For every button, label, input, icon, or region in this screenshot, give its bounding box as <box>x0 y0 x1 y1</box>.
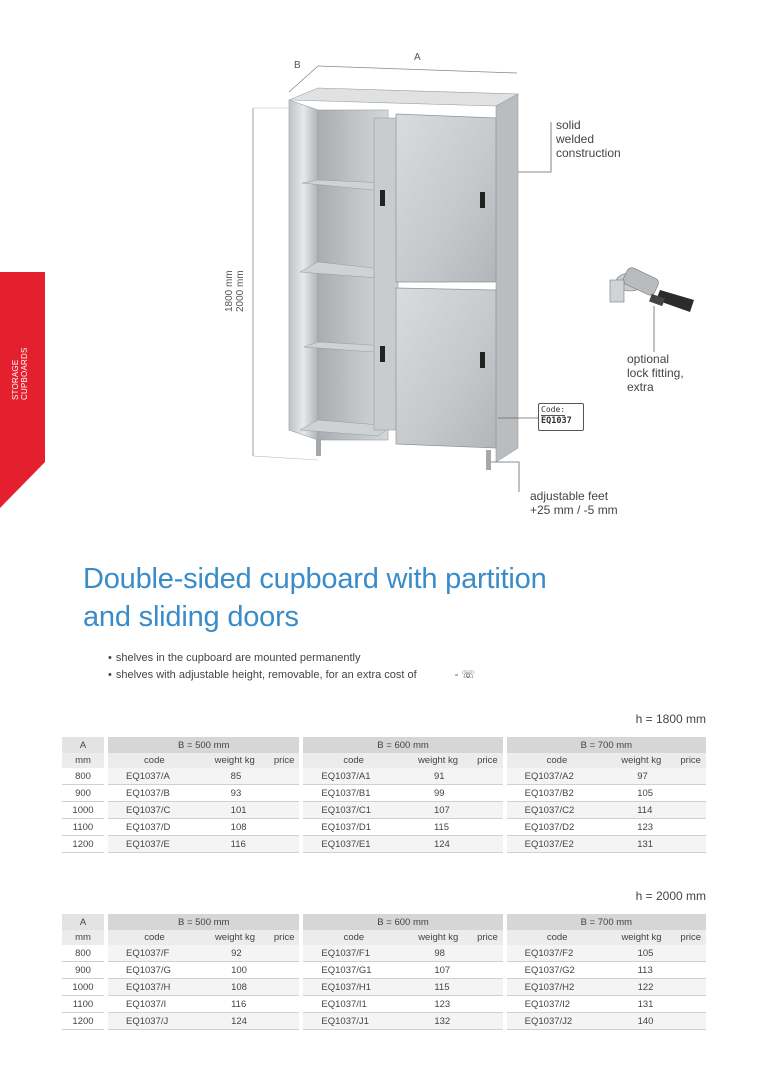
table-row: 1000 EQ1037/H 108 EQ1037/H1 115 EQ1037/H2 122 <box>62 979 706 996</box>
product-code-box: Code: EQ1037 <box>538 403 584 431</box>
callout-feet: adjustable feet +25 mm / -5 mm <box>530 489 618 517</box>
side-tab-label: STORAGE CUPBOARDS <box>11 347 29 400</box>
callout-lock: optional lock fitting, extra <box>627 352 684 394</box>
dimension-a: A <box>414 52 421 63</box>
table-row: 1100 EQ1037/D 108 EQ1037/D1 115 EQ1037/D2 123 <box>62 819 706 836</box>
dimension-b: B <box>294 60 301 71</box>
page-title: Double-sided cupboard with partition and sliding doors <box>83 563 547 633</box>
spec-table-2000: A B = 500 mm B = 600 mm B = 700 mm mm code weight kg price code weight kg price code weight kg price 800 EQ1037/F 92 EQ1037/F1 98 EQ1037/F2 105 900 EQ1037/G 100 EQ1037/G1 107 EQ1037/G2 113 1000 EQ1037/H 108 EQ1037/H1 115 EQ1037/H2 122 1100 EQ1037/I 116 EQ1037/I1 123 EQ1037/I2 131 1200 EQ1037/J 124 EQ1037/J1 132 EQ1037/J2 140 <box>62 914 706 1030</box>
callout-construction: solid welded construction <box>556 118 621 160</box>
table-row: 1200 EQ1037/J 124 EQ1037/J1 132 EQ1037/J2 140 <box>62 1013 706 1030</box>
table-row: 900 EQ1037/B 93 EQ1037/B1 99 EQ1037/B2 105 <box>62 785 706 802</box>
cupboard-illustration <box>0 0 768 540</box>
dimension-height: 1800 mm 2000 mm <box>224 270 246 312</box>
spec-table-1800: A B = 500 mm B = 600 mm B = 700 mm mm code weight kg price code weight kg price code weight kg price 800 EQ1037/A 85 EQ1037/A1 91 EQ1037/A2 97 900 EQ1037/B 93 EQ1037/B1 99 EQ1037/B2 105 1000 EQ1037/C 101 EQ1037/C1 107 EQ1037/C2 114 1100 EQ1037/D 108 EQ1037/D1 115 EQ1037/D2 123 1200 EQ1037/E 116 EQ1037/E1 124 EQ1037/E2 131 <box>62 737 706 853</box>
table-row: 800 EQ1037/A 85 EQ1037/A1 91 EQ1037/A2 97 <box>62 768 706 785</box>
feature-list <box>108 650 475 684</box>
table-row: 800 EQ1037/F 92 EQ1037/F1 98 EQ1037/F2 105 <box>62 945 706 962</box>
phone-icon: - ☏ <box>454 669 476 681</box>
height-label-2: h = 2000 mm <box>635 889 706 903</box>
table-row: 1200 EQ1037/E 116 EQ1037/E1 124 EQ1037/E2 131 <box>62 836 706 853</box>
lock-fitting-icon <box>610 266 694 312</box>
table-row: 1100 EQ1037/I 116 EQ1037/I1 123 EQ1037/I2 131 <box>62 996 706 1013</box>
table-row: 900 EQ1037/G 100 EQ1037/G1 107 EQ1037/G2 113 <box>62 962 706 979</box>
table-row: 1000 EQ1037/C 101 EQ1037/C1 107 EQ1037/C2 114 <box>62 802 706 819</box>
bullet-item: • shelves in the cupboard are mounted permanently <box>108 652 361 664</box>
bullet-item: • shelves with adjustable height, removable, for an extra cost of - ☏ <box>108 669 476 681</box>
height-label-1: h = 1800 mm <box>635 712 706 726</box>
